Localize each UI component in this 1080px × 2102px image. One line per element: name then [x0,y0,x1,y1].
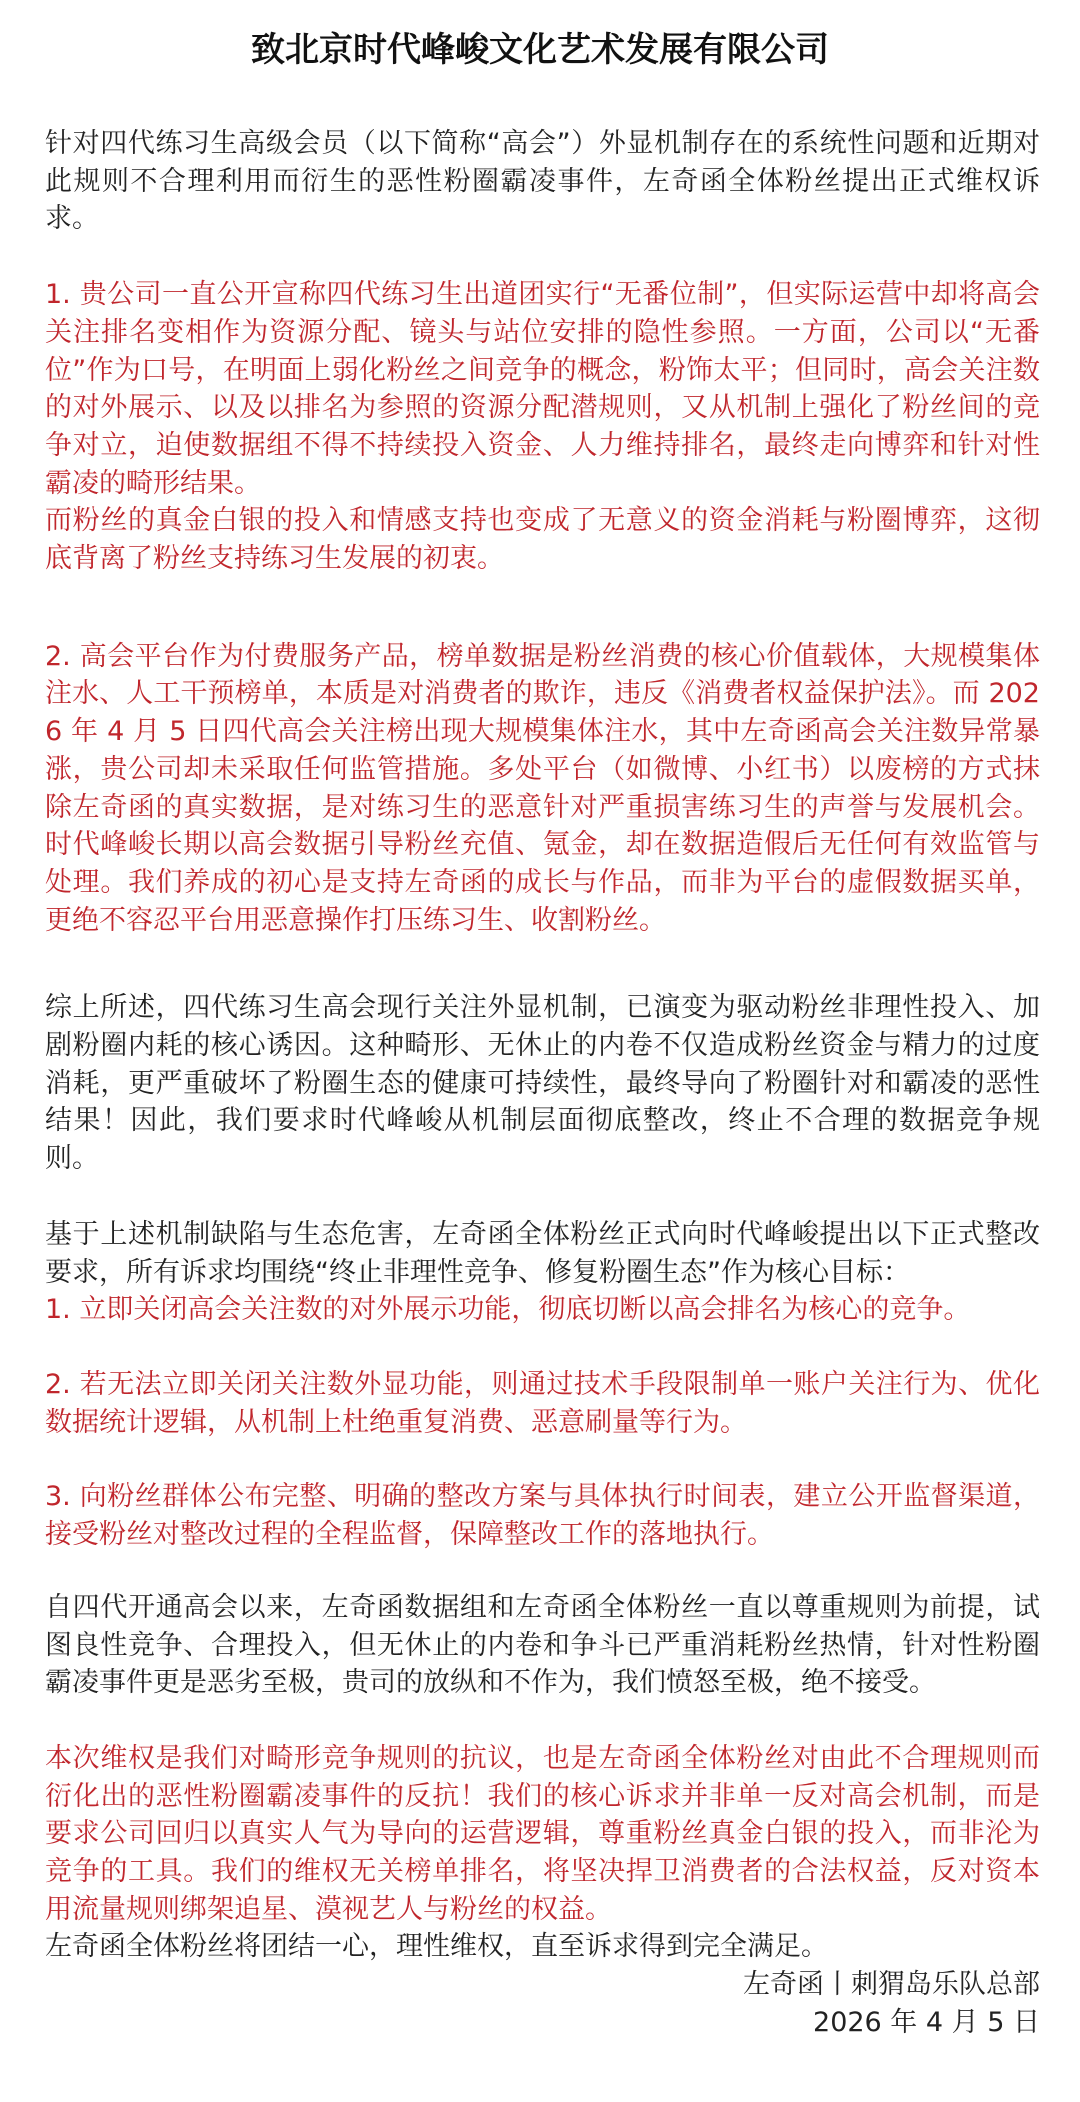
demand-item-3: 3. 向粉丝群体公布完整、明确的整改方案与具体执行时间表，建立公开监督渠道，接受粉丝对整改过程的全程监督，保障整改工作的落地执行。 [45,1481,1040,1551]
letter-title: 致北京时代峰峻文化艺术发展有限公司 [251,30,829,70]
demand-item-2: 2. 若无法立即关闭关注数外显功能，则通过技术手段限制单一账户关注行为、优化数据统计逻辑，从机制上杜绝重复消费、恶意刷量等行为。 [45,1368,1040,1438]
summary-paragraph: 综上所述，四代练习生高会现行关注外显机制，已演变为驱动粉丝非理性投入、加剧粉圈内耗的核心诱因。这种畸形、无休止的内卷不仅造成粉丝资金与精力的过度消耗，更严重破坏了粉圈生态的健康可持续性，最终导向了粉圈针对和霸凌的恶性结果！因此，我们要求时代峰峻从机制层面彻底整改，终止不合理的数据竞争规则。 [45,992,1040,1175]
closing-line: 左奇函全体粉丝将团结一心，理性维权，直至诉求得到完全满足。 [45,1931,828,1963]
history-paragraph: 自四代开通高会以来，左奇函数据组和左奇函全体粉丝一直以尊重规则为前提，试图良性竞争、合理投入，但无休止的内卷和争斗已严重消耗粉丝热情，针对性粉圈霸凌事件更是恶劣至极，贵司的放纵和不作为，我们愤怒至极，绝不接受。 [45,1591,1040,1699]
demand-item-1: 1. 立即关闭高会关注数的对外展示功能，彻底切断以高会排名为核心的竞争。 [45,1294,971,1326]
point-2: 2. 高会平台作为付费服务产品，榜单数据是粉丝消费的核心价值载体，大规模集体注水、人工干预榜单，本质是对消费者的欺诈，违反《消费者权益保护法》。而 2026 年 4 月 5 日四代高会关注榜出现大规模集体注水，其中左奇函高会关注数异常暴涨，贵公司却未采取任何监管措施。多处平台（如微博、小红书）以废榜的方式抹除左奇函的真实数据，是对练习生的恶意针对严重损害练习生的声誉与发展机会。时代峰峻长期以高会数据引导粉丝充值、氪金，却在数据造假后无任何有效监管与处理。我们养成的初心是支持左奇函的成长与作品，而非为平台的虚假数据买单，更绝不容忍平台用恶意操作打压练习生、收割粉丝。 [45,640,1040,936]
signature: 左奇函丨刺猬岛乐队总部 [743,1969,1040,2001]
point-1-text-2: 而粉丝的真金白银的投入和情感支持也变成了无意义的资金消耗与粉圈博弈，这彻底背离了粉丝支持练习生发展的初衷。 [45,505,1040,575]
point-1-text: 1. 贵公司一直公开宣称四代练习生出道团实行“无番位制”，但实际运营中却将高会关注排名变相作为资源分配、镜头与站位安排的隐性参照。一方面，公司以“无番位”作为口号，在明面上弱化粉丝之间竞争的概念，粉饰太平；但同时，高会关注数的对外展示、以及以排名为参照的资源分配潜规则，又从机制上强化了粉丝间的竞争对立，迫使数据组不得不持续投入资金、人力维持排名，最终走向博弈和针对性霸凌的畸形结果。 [45,279,1040,499]
intro-paragraph: 针对四代练习生高级会员（以下简称“高会”）外显机制存在的系统性问题和近期对此规则不合理利用而衍生的恶性粉圈霸凌事件，左奇函全体粉丝提出正式维权诉求。 [45,128,1040,235]
letter-date: 2026 年 4 月 5 日 [813,2006,1040,2038]
point-1 [45,276,1040,578]
protest-paragraph: 本次维权是我们对畸形竞争规则的抗议，也是左奇函全体粉丝对由此不合理规则而衍化出的恶性粉圈霸凌事件的反抗！我们的核心诉求并非单一反对高会机制，而是要求公司回归以真实人气为导向的运营逻辑，尊重粉丝真金白银的投入，而非沦为竞争的工具。我们的维权无关榜单排名，将坚决捍卫消费者的合法权益，反对资本用流量规则绑架追星、漠视艺人与粉丝的权益。 [45,1742,1040,1925]
demands-intro: 基于上述机制缺陷与生态危害，左奇函全体粉丝正式向时代峰峻提出以下正式整改要求，所有诉求均围绕“终止非理性竞争、修复粉圈生态”作为核心目标： [45,1218,1040,1288]
